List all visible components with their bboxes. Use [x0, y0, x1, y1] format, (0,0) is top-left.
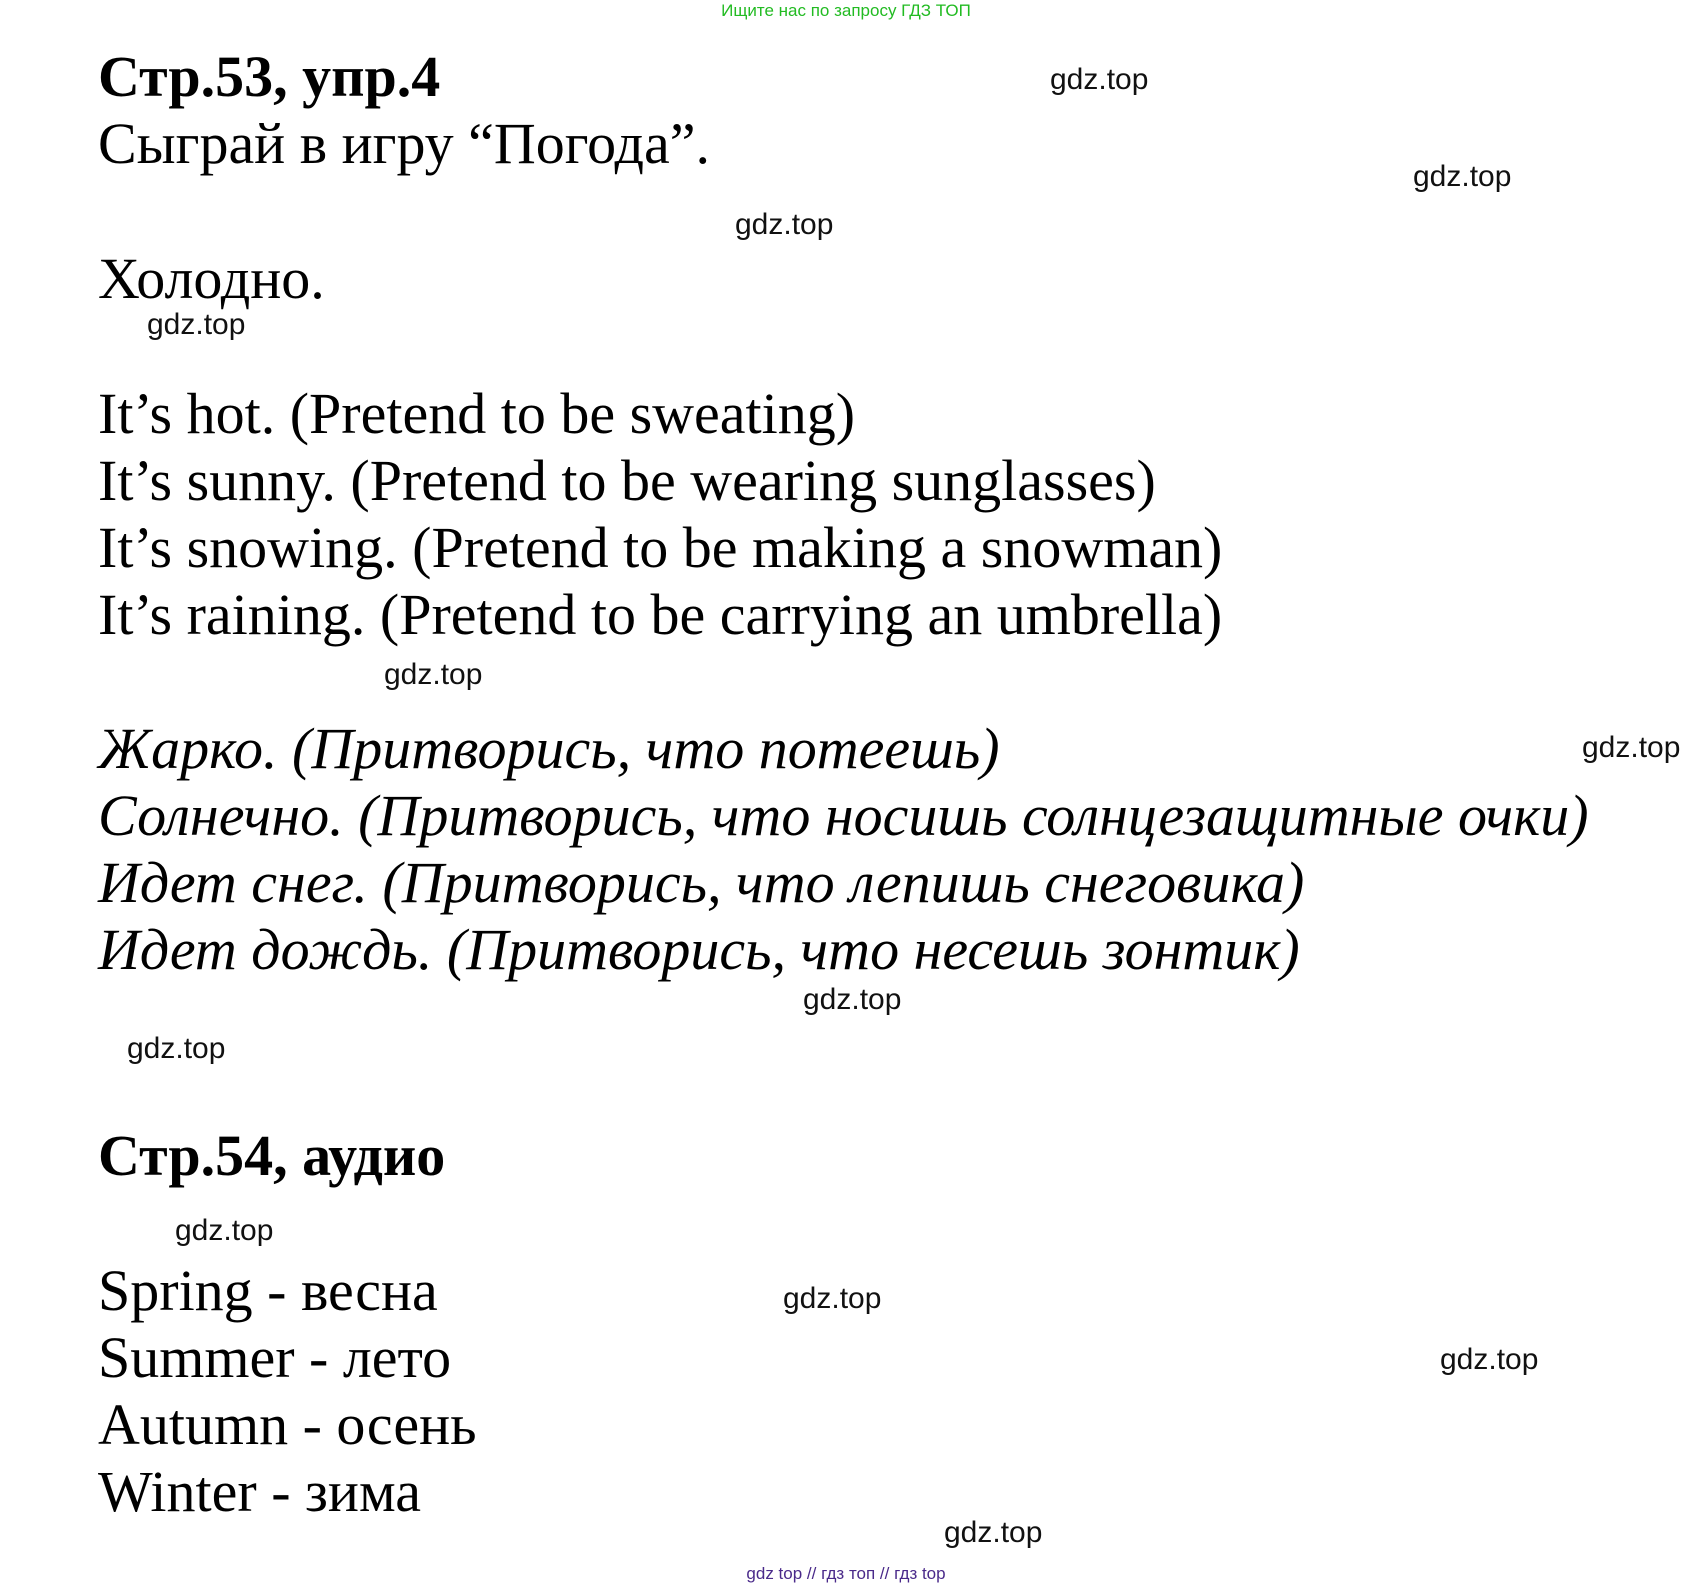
english-line: It’s sunny. (Pretend to be wearing sunglasses) [98, 448, 1156, 513]
russian-line: Идет снег. (Притворись, что лепишь снеговика) [98, 850, 1305, 915]
season-line: Winter - зима [98, 1459, 422, 1524]
section1-instruction: Сыграй в игру “Погода”. [98, 111, 710, 176]
season-line: Summer - лето [98, 1325, 452, 1390]
russian-line: Жарко. (Притворись, что потеешь) [98, 716, 1000, 781]
watermark: gdz.top [1582, 731, 1681, 764]
russian-line: Идет дождь. (Притворись, что несешь зонтик) [98, 917, 1300, 982]
english-line: It’s raining. (Pretend to be carrying an umbrella) [98, 582, 1223, 647]
section2-heading: Стр.54, аудио [98, 1123, 446, 1188]
watermark: gdz.top [783, 1282, 882, 1315]
section1-example: Холодно. [98, 246, 325, 311]
watermark: gdz.top [147, 308, 246, 341]
watermark: gdz.top [1440, 1343, 1539, 1376]
section1-heading: Стр.53, упр.4 [98, 44, 441, 109]
english-line: It’s snowing. (Pretend to be making a snowman) [98, 515, 1223, 580]
season-line: Spring - весна [98, 1258, 438, 1323]
watermark: gdz.top [803, 983, 902, 1016]
watermark: gdz.top [944, 1516, 1043, 1549]
watermark: gdz.top [1413, 160, 1512, 193]
season-line: Autumn - осень [98, 1392, 477, 1457]
watermark: gdz.top [127, 1032, 226, 1065]
english-line: It’s hot. (Pretend to be sweating) [98, 381, 856, 446]
watermark: gdz.top [384, 658, 483, 691]
top-search-banner: Ищите нас по запросу ГДЗ ТОП [721, 1, 971, 20]
watermark: gdz.top [735, 208, 834, 241]
watermark: gdz.top [1050, 63, 1149, 96]
footer-text: gdz top // гдз топ // гдз top [746, 1564, 946, 1583]
watermark: gdz.top [175, 1214, 274, 1247]
russian-line: Солнечно. (Притворись, что носишь солнцезащитные очки) [98, 783, 1589, 848]
